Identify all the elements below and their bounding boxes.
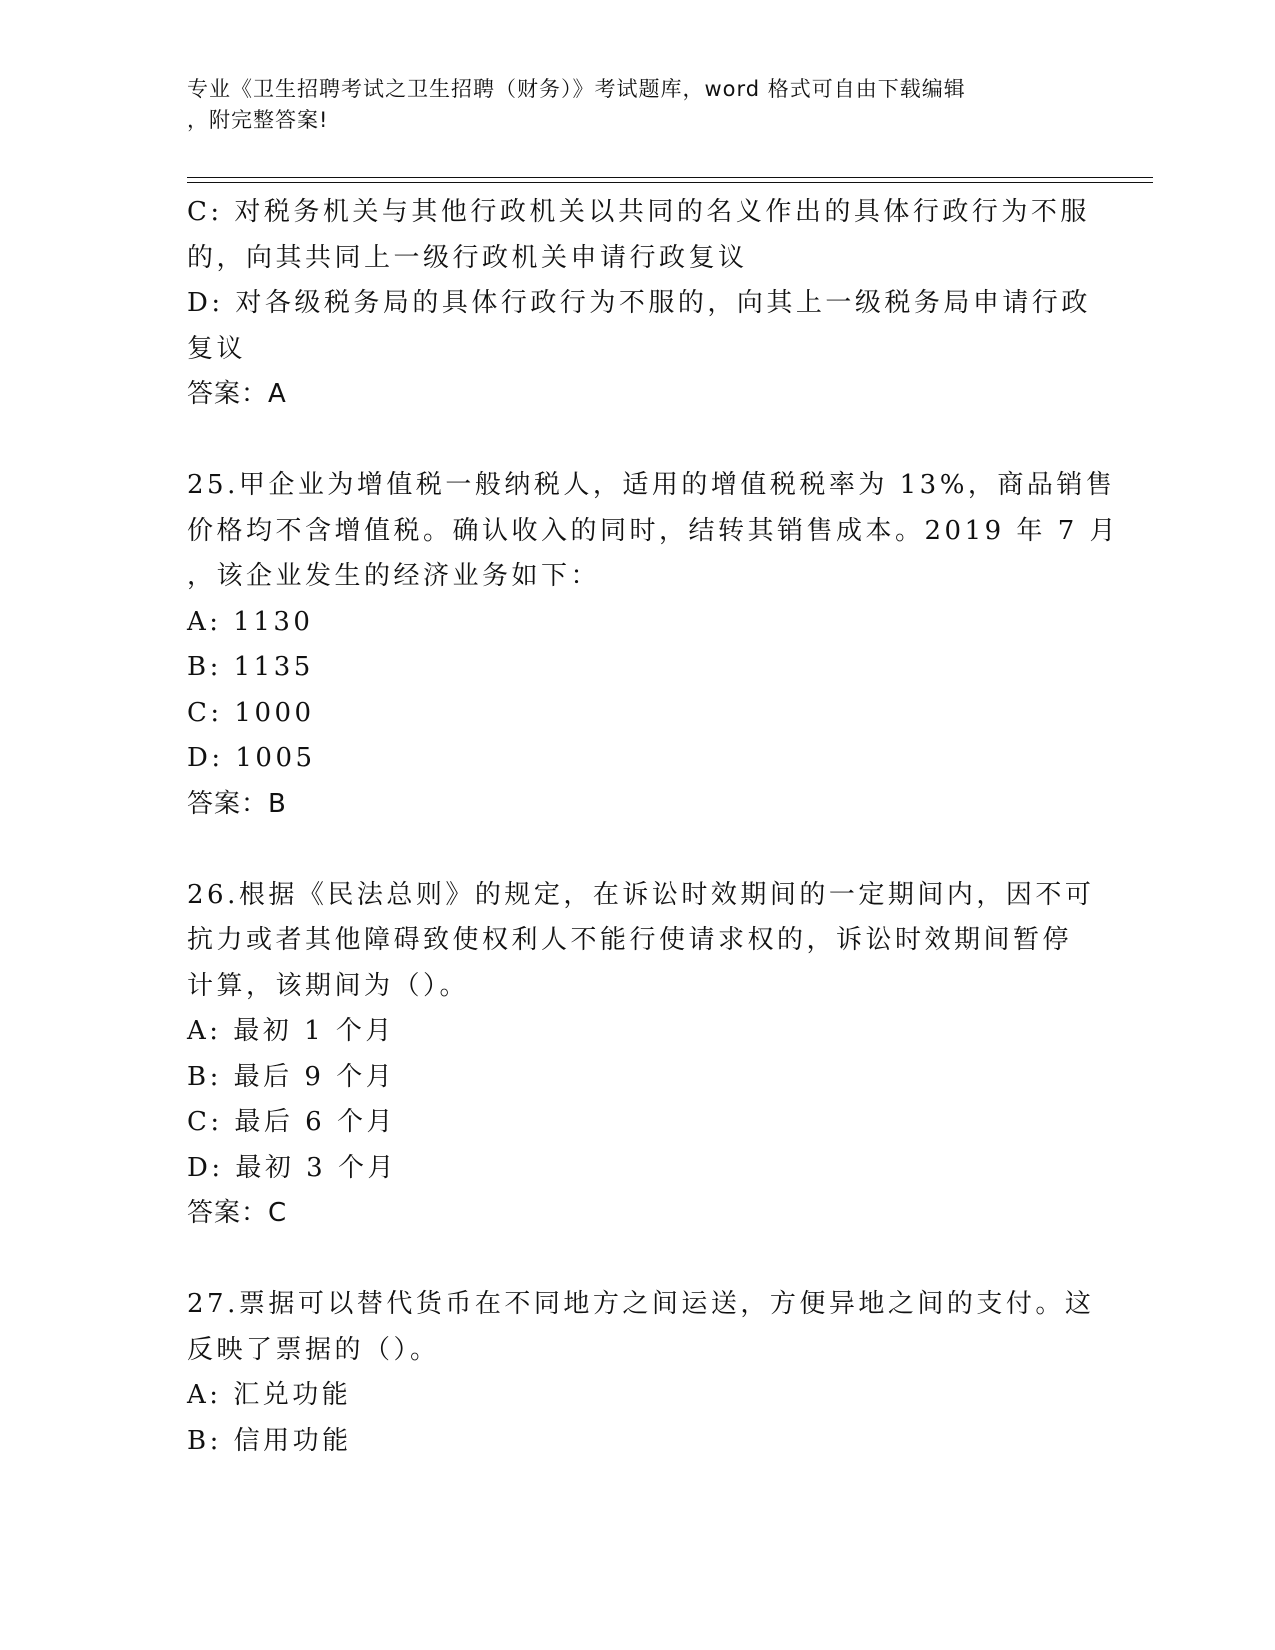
spacer [187,827,1087,873]
q26-stem-line-2: 抗力或者其他障碍致使权利人不能行使请求权的，诉讼时效期间暂停 [187,925,1073,955]
q26-option-b: B: 最后 9 个月 [187,1061,396,1092]
q27-option-a: A: 汇兑功能 [187,1380,352,1410]
q24-answer: 答案：A [187,379,287,409]
q25-option-a: A: 1130 [187,606,314,637]
header-divider-bottom [187,182,1153,183]
question-27 [187,1282,1095,1464]
q27-stem-line-1: 27.票据可以替代货币在不同地方之间运送，方便异地之间的支付。这 [187,1289,1095,1319]
document-body [187,190,1120,1464]
header-divider-top [187,177,1153,178]
header-line-1: 专业《卫生招聘考试之卫生招聘（财务）》考试题库，word 格式可自由下载编辑 [187,77,966,101]
spacer [187,1237,1087,1283]
q24-option-c-line-1: C: 对税务机关与其他行政机关以共同的名义作出的具体行政行为不服 [187,197,1090,227]
q25-stem-line-3: ，该企业发生的经济业务如下： [187,561,601,591]
q26-option-d: D: 最初 3 个月 [187,1152,397,1183]
q24-option-d-line-1: D: 对各级税务局的具体行政行为不服的，向其上一级税务局申请行政 [187,288,1091,318]
q26-option-a: A: 最初 1 个月 [187,1016,395,1046]
q24-option-c-line-2: 的，向其共同上一级行政机关申请行政复议 [187,242,748,273]
q25-option-c: C: 1000 [187,697,315,728]
q24-option-d-line-2: 复议 [187,333,247,364]
q27-option-b: B: 信用功能 [187,1425,352,1456]
question-26 [187,873,1095,1237]
q26-stem-line-3: 计算，该期间为（）。 [187,970,470,1001]
header-line-2: ，附完整答案! [187,108,329,132]
q25-stem-line-1: 25.甲企业为增值税一般纳税人，适用的增值税税率为 13%，商品销售 [187,470,1116,500]
q25-stem-line-2: 价格均不含增值税。确认收入的同时，结转其销售成本。2019 年 7 月 [187,515,1120,546]
q25-option-d: D: 1005 [187,743,316,773]
document-header [187,74,1067,136]
q27-stem-line-2: 反映了票据的（）。 [187,1334,440,1365]
question-24 [187,190,1091,418]
q25-answer: 答案：B [187,788,287,819]
q26-answer: 答案：C [187,1198,288,1228]
q25-option-b: B: 1135 [187,652,314,682]
q26-stem-line-1: 26.根据《民法总则》的规定，在诉讼时效期间的一定期间内，因不可 [187,879,1095,910]
question-25 [187,463,1120,827]
spacer [187,418,1087,464]
q26-option-c: C: 最后 6 个月 [187,1107,396,1137]
